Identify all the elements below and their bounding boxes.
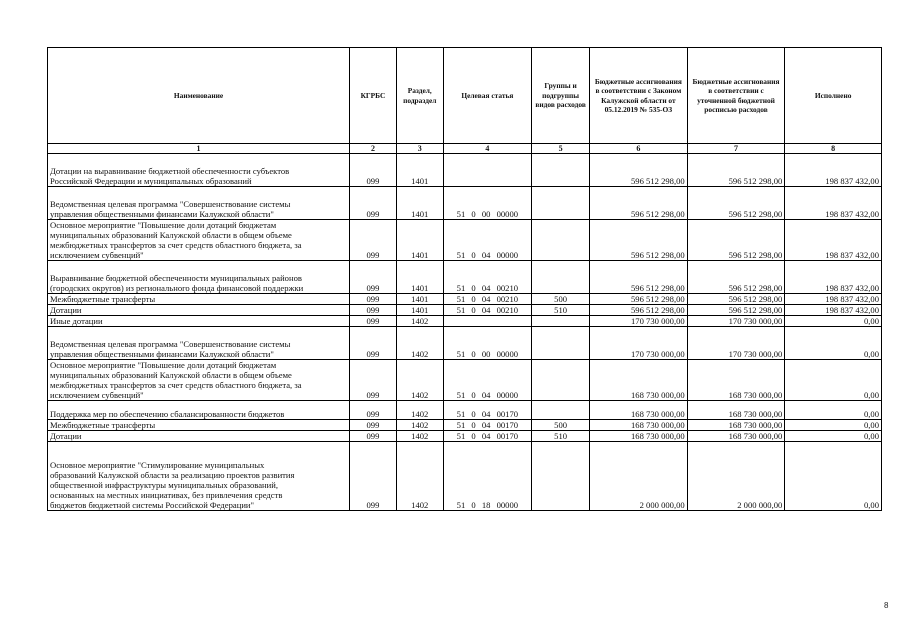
row-group: 510 (532, 431, 590, 442)
header-section: Раздел, подраздел (396, 48, 443, 144)
row-group: 510 (532, 305, 590, 316)
column-number: 3 (396, 144, 443, 154)
column-number: 2 (350, 144, 397, 154)
row-executed-amount: 0,00 (785, 442, 882, 511)
row-target: 51 0 04 00170 (443, 420, 531, 431)
header-refined: Бюджетные ассигнования в соответствии с уточненной бюджетной росписью расходов (687, 48, 785, 144)
row-name: Основное мероприятие "Повышение доли дотаций бюджетам муниципальных образований Калужской области в общем объеме межбюджетных трансфертов за счет средств областного бюджета, за исключением субвенций" (48, 220, 350, 261)
row-target: 51 0 00 00000 (443, 327, 531, 360)
row-kgrbs: 099 (350, 360, 397, 401)
column-number: 4 (443, 144, 531, 154)
table-row (48, 316, 882, 327)
row-group: 500 (532, 420, 590, 431)
row-law-amount: 596 512 298,00 (590, 305, 688, 316)
header-law: Бюджетные ассигнования в соответствии с Законом Калужской области от 05.12.2019 № 535-ОЗ (590, 48, 688, 144)
row-name: Основное мероприятие "Стимулирование муниципальных образований Калужской области за реализацию проектов развития общественной инфраструктуры муниципальных образований, основанных на местных инициативах, без привлечения средств бюджетов бюджетной системы Российской Федерации" (48, 442, 350, 511)
row-kgrbs: 099 (350, 187, 397, 220)
table-row (48, 305, 882, 316)
row-law-amount: 596 512 298,00 (590, 261, 688, 294)
row-kgrbs: 099 (350, 220, 397, 261)
column-number: 8 (785, 144, 882, 154)
row-kgrbs: 099 (350, 327, 397, 360)
row-kgrbs: 099 (350, 305, 397, 316)
row-section: 1401 (396, 154, 443, 187)
row-refined-amount: 596 512 298,00 (687, 220, 785, 261)
row-law-amount: 596 512 298,00 (590, 294, 688, 305)
column-number: 6 (590, 144, 688, 154)
table-row (48, 442, 882, 511)
table-row (48, 327, 882, 360)
row-name: Межбюджетные трансферты (48, 294, 350, 305)
row-name: Иные дотации (48, 316, 350, 327)
row-executed-amount: 198 837 432,00 (785, 220, 882, 261)
row-name: Дотации на выравнивание бюджетной обеспеченности субъектов Российской Федерации и муниципальных образований (48, 154, 350, 187)
row-executed-amount: 0,00 (785, 360, 882, 401)
table-row (48, 431, 882, 442)
header-target: Целевая статья (443, 48, 531, 144)
row-target: 51 0 04 00170 (443, 401, 531, 420)
row-target: 51 0 04 00210 (443, 305, 531, 316)
row-refined-amount: 2 000 000,00 (687, 442, 785, 511)
row-refined-amount: 168 730 000,00 (687, 401, 785, 420)
row-law-amount: 168 730 000,00 (590, 431, 688, 442)
row-group: 500 (532, 294, 590, 305)
row-target: 51 0 04 00210 (443, 261, 531, 294)
row-target: 51 0 00 00000 (443, 187, 531, 220)
row-kgrbs: 099 (350, 420, 397, 431)
row-refined-amount: 596 512 298,00 (687, 154, 785, 187)
table-row (48, 187, 882, 220)
table-row (48, 154, 882, 187)
row-kgrbs: 099 (350, 261, 397, 294)
table-row (48, 261, 882, 294)
row-section: 1402 (396, 316, 443, 327)
row-group (532, 187, 590, 220)
page-number: 8 (884, 601, 889, 610)
column-number-row (48, 144, 882, 154)
budget-table (47, 47, 882, 511)
row-group (532, 154, 590, 187)
row-section: 1401 (396, 294, 443, 305)
row-kgrbs: 099 (350, 316, 397, 327)
row-name: Ведомственная целевая программа "Совершенствование системы управления общественными финансами Калужской области" (48, 327, 350, 360)
row-group (532, 261, 590, 294)
row-refined-amount: 170 730 000,00 (687, 327, 785, 360)
row-kgrbs: 099 (350, 154, 397, 187)
row-refined-amount: 596 512 298,00 (687, 294, 785, 305)
row-name: Основное мероприятие "Повышение доли дотаций бюджетам муниципальных образований Калужской области в общем объеме межбюджетных трансфертов за счет средств областного бюджета, за исключением субвенций" (48, 360, 350, 401)
row-target: 51 0 04 00000 (443, 220, 531, 261)
row-target: 51 0 04 00170 (443, 431, 531, 442)
row-section: 1401 (396, 220, 443, 261)
header-row (48, 48, 882, 144)
row-group (532, 327, 590, 360)
table-row (48, 420, 882, 431)
row-name: Дотации (48, 431, 350, 442)
row-law-amount: 170 730 000,00 (590, 316, 688, 327)
header-group: Группы и подгруппы видов расходов (532, 48, 590, 144)
row-executed-amount: 198 837 432,00 (785, 294, 882, 305)
row-target: 51 0 18 00000 (443, 442, 531, 511)
row-executed-amount: 0,00 (785, 420, 882, 431)
table-row (48, 360, 882, 401)
row-name: Межбюджетные трансферты (48, 420, 350, 431)
row-name: Выравнивание бюджетной обеспеченности муниципальных районов (городских округов) из регионального фонда финансовой поддержки (48, 261, 350, 294)
row-refined-amount: 596 512 298,00 (687, 261, 785, 294)
row-section: 1402 (396, 442, 443, 511)
row-name: Дотации (48, 305, 350, 316)
row-section: 1402 (396, 401, 443, 420)
row-name: Поддержка мер по обеспечению сбалансированности бюджетов (48, 401, 350, 420)
row-executed-amount: 198 837 432,00 (785, 187, 882, 220)
row-target (443, 316, 531, 327)
column-number: 5 (532, 144, 590, 154)
row-target: 51 0 04 00210 (443, 294, 531, 305)
row-kgrbs: 099 (350, 401, 397, 420)
header-kgrbs: КГРБС (350, 48, 397, 144)
row-law-amount: 2 000 000,00 (590, 442, 688, 511)
row-executed-amount: 0,00 (785, 316, 882, 327)
header-executed: Исполнено (785, 48, 882, 144)
row-law-amount: 596 512 298,00 (590, 154, 688, 187)
row-executed-amount: 198 837 432,00 (785, 261, 882, 294)
row-executed-amount: 198 837 432,00 (785, 305, 882, 316)
row-section: 1401 (396, 305, 443, 316)
row-executed-amount: 0,00 (785, 431, 882, 442)
row-target: 51 0 04 00000 (443, 360, 531, 401)
row-section: 1402 (396, 431, 443, 442)
column-number: 1 (48, 144, 350, 154)
column-number: 7 (687, 144, 785, 154)
row-refined-amount: 596 512 298,00 (687, 305, 785, 316)
row-refined-amount: 170 730 000,00 (687, 316, 785, 327)
row-refined-amount: 168 730 000,00 (687, 420, 785, 431)
row-law-amount: 596 512 298,00 (590, 220, 688, 261)
table-row (48, 220, 882, 261)
table-row (48, 294, 882, 305)
row-group (532, 401, 590, 420)
row-group (532, 442, 590, 511)
row-section: 1402 (396, 420, 443, 431)
table-row (48, 401, 882, 420)
row-law-amount: 168 730 000,00 (590, 420, 688, 431)
row-kgrbs: 099 (350, 431, 397, 442)
row-law-amount: 170 730 000,00 (590, 327, 688, 360)
row-refined-amount: 168 730 000,00 (687, 360, 785, 401)
row-section: 1401 (396, 187, 443, 220)
row-section: 1401 (396, 261, 443, 294)
row-law-amount: 168 730 000,00 (590, 360, 688, 401)
row-group (532, 360, 590, 401)
row-group (532, 220, 590, 261)
row-name: Ведомственная целевая программа "Совершенствование системы управления общественными финансами Калужской области" (48, 187, 350, 220)
row-refined-amount: 168 730 000,00 (687, 431, 785, 442)
row-law-amount: 596 512 298,00 (590, 187, 688, 220)
row-kgrbs: 099 (350, 442, 397, 511)
header-name: Наименование (48, 48, 350, 144)
row-refined-amount: 596 512 298,00 (687, 187, 785, 220)
row-target (443, 154, 531, 187)
row-kgrbs: 099 (350, 294, 397, 305)
row-group (532, 316, 590, 327)
row-executed-amount: 198 837 432,00 (785, 154, 882, 187)
row-section: 1402 (396, 327, 443, 360)
row-law-amount: 168 730 000,00 (590, 401, 688, 420)
row-executed-amount: 0,00 (785, 327, 882, 360)
row-section: 1402 (396, 360, 443, 401)
row-executed-amount: 0,00 (785, 401, 882, 420)
